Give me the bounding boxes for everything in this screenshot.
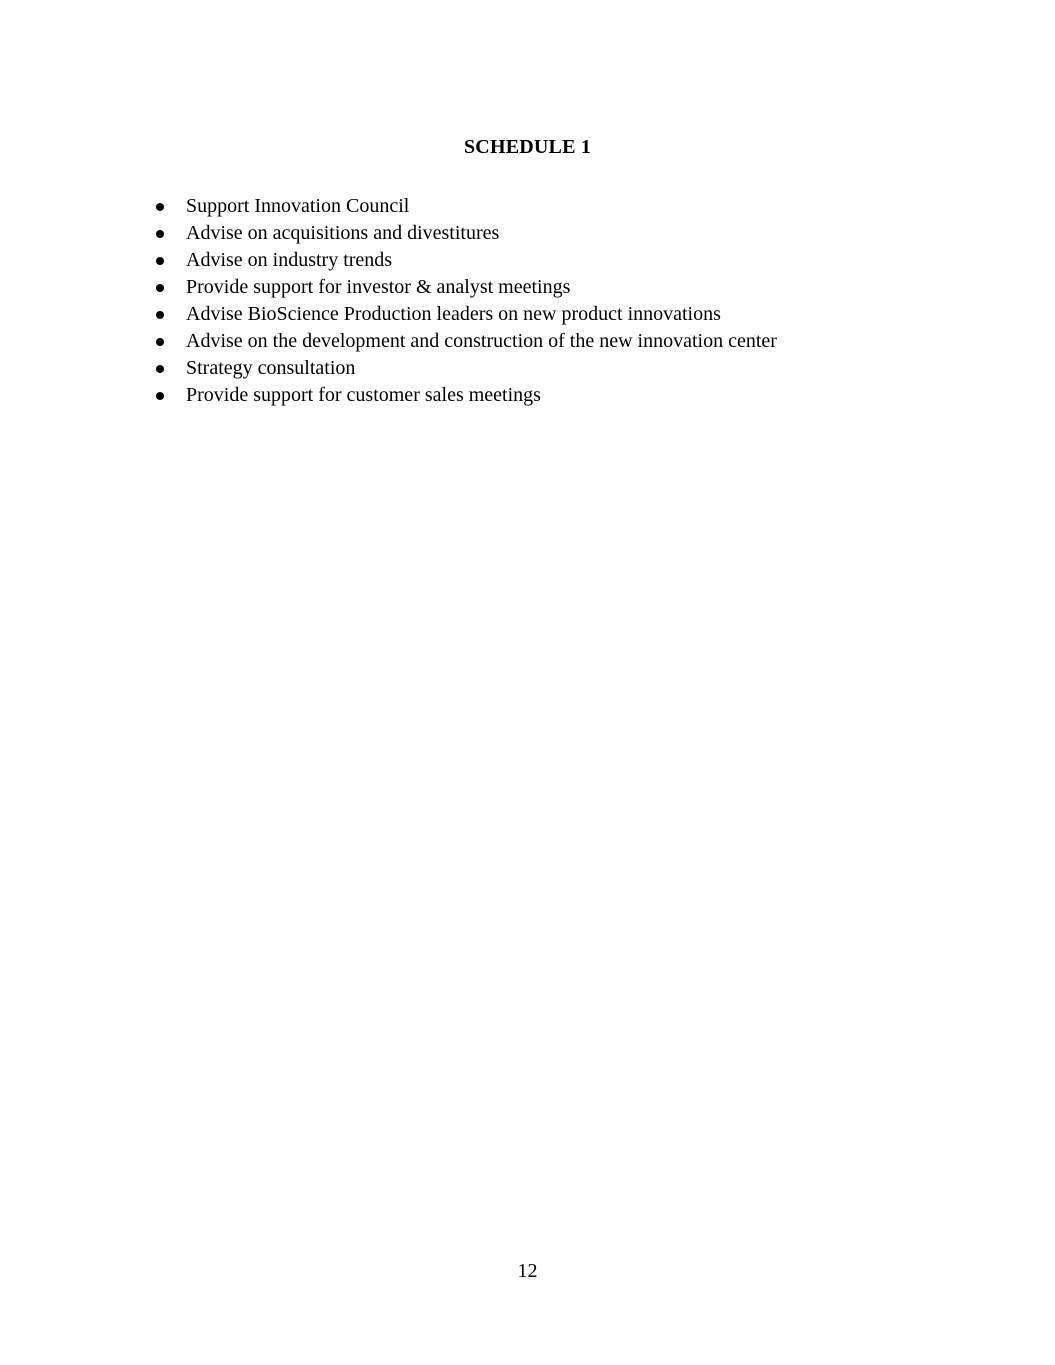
- bullet-icon: [156, 392, 164, 400]
- bullet-icon: [156, 203, 164, 211]
- bullet-icon: [156, 338, 164, 346]
- list-item-text: Advise on the development and construction of the new innovation center: [186, 330, 777, 352]
- bullet-icon: [156, 284, 164, 292]
- list-item-text: Advise on industry trends: [186, 249, 393, 271]
- list-item-text: Advise on acquisitions and divestitures: [186, 222, 500, 244]
- list-item-text: Strategy consultation: [186, 357, 356, 379]
- bullet-icon: [156, 230, 164, 238]
- page-number: 12: [517, 1260, 538, 1282]
- bullet-icon: [156, 311, 164, 319]
- bullet-icon: [156, 365, 164, 373]
- list-item-text: Advise BioScience Production leaders on new product innovations: [186, 303, 721, 325]
- list-item-text: Provide support for investor & analyst meetings: [186, 276, 571, 298]
- list-item-text: Support Innovation Council: [186, 195, 410, 217]
- page-title: SCHEDULE 1: [463, 136, 592, 158]
- bullet-icon: [156, 257, 164, 265]
- list-item-text: Provide support for customer sales meetings: [186, 384, 541, 406]
